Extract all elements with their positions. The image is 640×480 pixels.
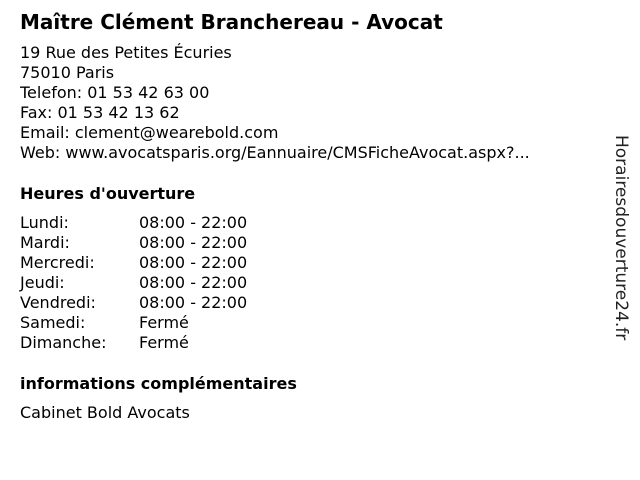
day-hours: Fermé	[139, 333, 189, 352]
day-label: Mercredi:	[20, 253, 95, 272]
day-hours: 08:00 - 22:00	[139, 253, 248, 272]
day-label: Mardi:	[20, 233, 70, 252]
day-hours: 08:00 - 22:00	[139, 273, 248, 292]
email-address: Email: clement@wearebold.com	[20, 123, 279, 142]
day-label: Lundi:	[20, 213, 69, 232]
address-street: 19 Rue des Petites Écuries	[20, 43, 232, 62]
page-title: Maître Clément Branchereau - Avocat	[20, 10, 443, 34]
opening-hours-heading: Heures d'ouverture	[20, 184, 196, 203]
day-hours: 08:00 - 22:00	[139, 213, 248, 232]
day-hours: 08:00 - 22:00	[139, 233, 248, 252]
additional-info-text: Cabinet Bold Avocats	[20, 403, 190, 422]
site-watermark: Horairesdouverture24.fr	[611, 135, 631, 341]
day-hours: 08:00 - 22:00	[139, 293, 248, 312]
additional-info-heading: informations complémentaires	[20, 374, 297, 393]
day-label: Vendredi:	[20, 293, 96, 312]
day-hours: Fermé	[139, 313, 189, 332]
day-label: Dimanche:	[20, 333, 107, 352]
website-link[interactable]: Web: www.avocatsparis.org/Eannuaire/CMSFicheAvocat.aspx?...	[20, 143, 530, 162]
address-city: 75010 Paris	[20, 63, 115, 82]
fax-number: Fax: 01 53 42 13 62	[20, 103, 180, 122]
day-label: Jeudi:	[20, 273, 65, 292]
phone-number: Telefon: 01 53 42 63 00	[20, 83, 210, 102]
contact-block	[20, 43, 600, 163]
day-label: Samedi:	[20, 313, 86, 332]
